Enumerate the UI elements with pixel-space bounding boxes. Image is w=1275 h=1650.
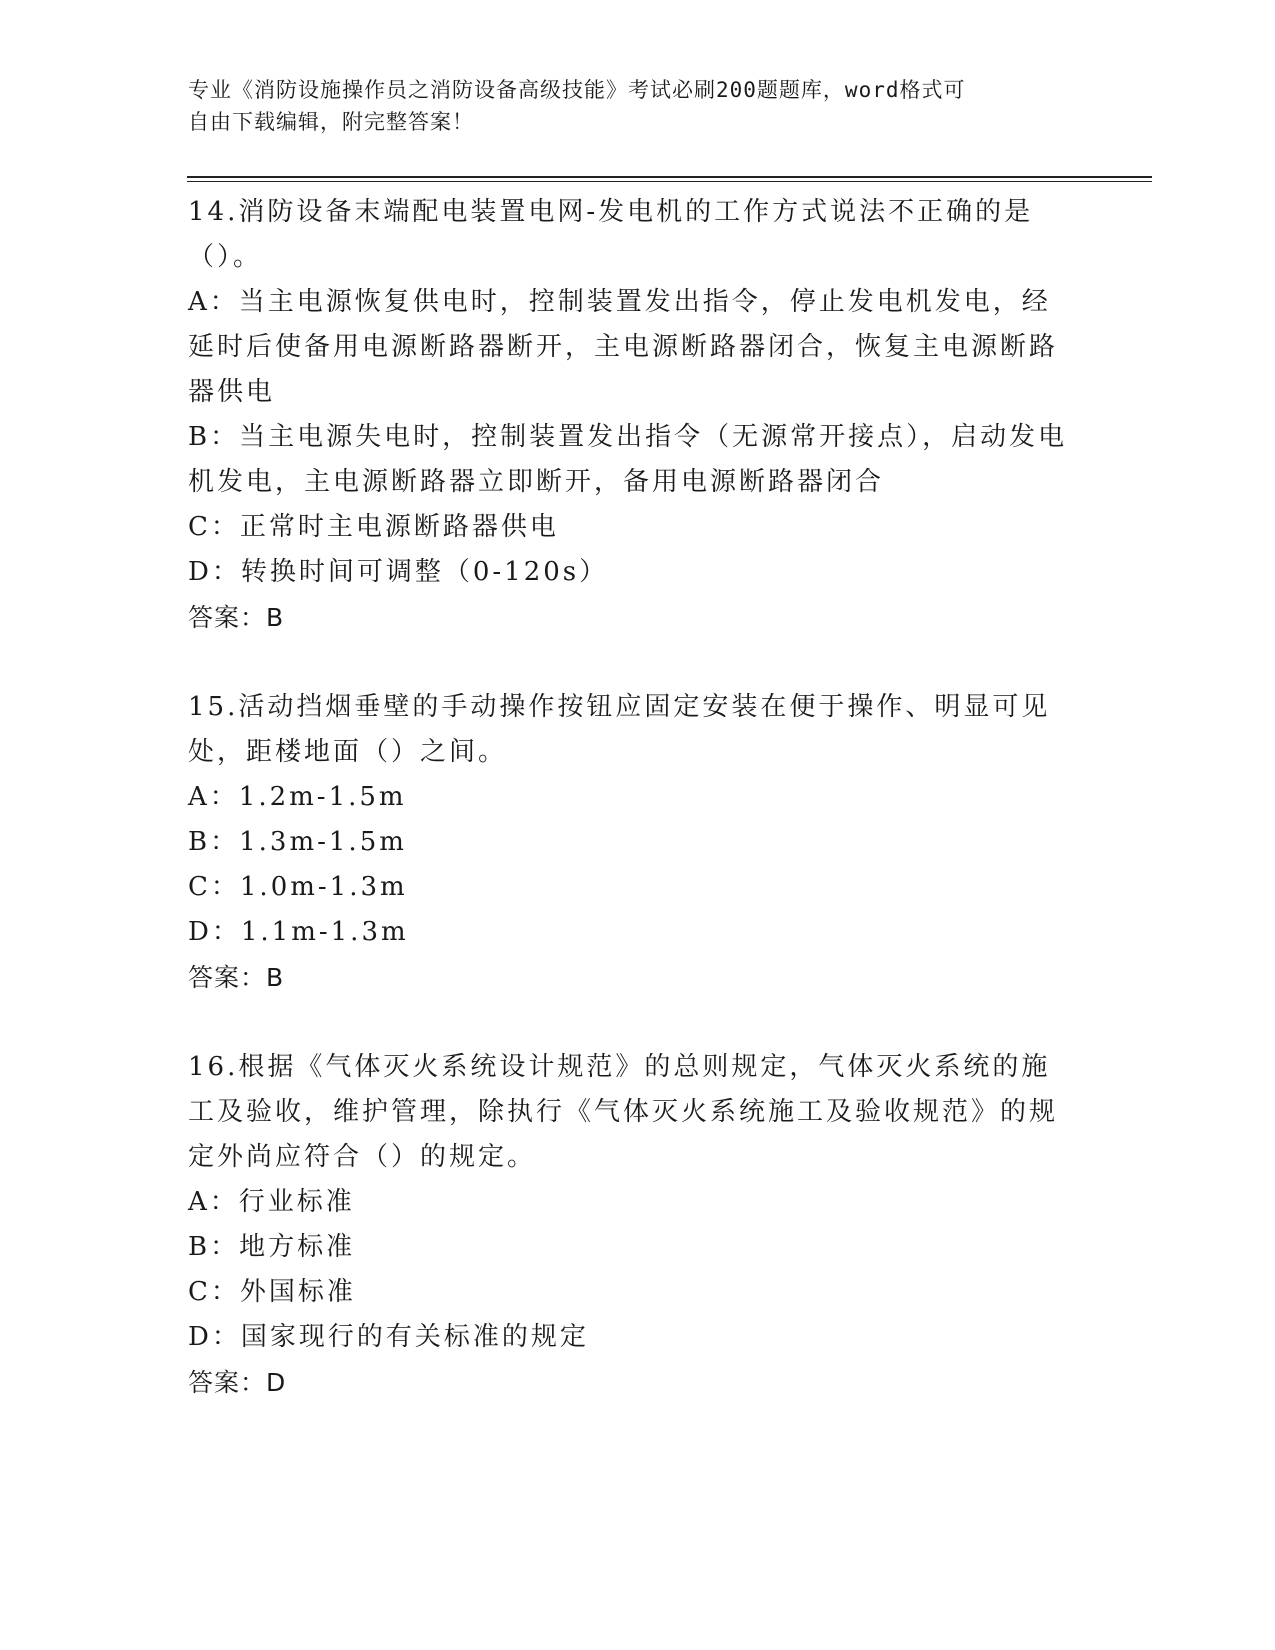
header-divider-thick (187, 176, 1152, 178)
header-line-2: 自由下载编辑，附完整答案！ (188, 110, 474, 134)
question-14 (188, 190, 1078, 640)
option-c: C：外国标准 (188, 1277, 356, 1307)
option-c: C：1.0m-1.3m (188, 872, 408, 902)
question-stem: 15.活动挡烟垂壁的手动操作按钮应固定安装在便于操作、明显可见处，距楼地面（）之间。 (188, 692, 1051, 767)
option-b: B：当主电源失电时，控制装置发出指令（无源常开接点），启动发电机发电，主电源断路器立即断开，备用电源断路器闭合 (188, 422, 1068, 497)
question-list (188, 190, 1078, 1450)
question-stem: 14.消防设备末端配电装置电网-发电机的工作方式说法不正确的是（）。 (188, 197, 1034, 272)
answer-line: 答案：D (188, 1368, 287, 1397)
header-divider-thin (187, 181, 1152, 182)
question-stem: 16.根据《气体灭火系统设计规范》的总则规定，气体灭火系统的施工及验收，维护管理，除执行《气体灭火系统施工及验收规范》的规定外尚应符合（）的规定。 (188, 1052, 1059, 1172)
option-c: C：正常时主电源断路器供电 (188, 512, 559, 542)
option-a: A：行业标准 (188, 1187, 355, 1217)
question-16 (188, 1045, 1078, 1405)
header-line-1: 专业《消防设施操作员之消防设备高级技能》考试必刷200题题库，word格式可 (188, 78, 966, 102)
option-a: A：1.2m-1.5m (188, 782, 407, 812)
option-a: A：当主电源恢复供电时，控制装置发出指令，停止发电机发电，经延时后使备用电源断路器断开，主电源断路器闭合，恢复主电源断路器供电 (188, 287, 1059, 407)
option-d: D：1.1m-1.3m (188, 917, 409, 947)
answer-line: 答案：B (188, 603, 285, 632)
option-b: B：1.3m-1.5m (188, 827, 407, 857)
option-d: D：转换时间可调整（0-120s） (188, 557, 609, 587)
answer-line: 答案：B (188, 963, 285, 992)
question-15 (188, 685, 1078, 1000)
option-b: B：地方标准 (188, 1232, 356, 1262)
option-d: D：国家现行的有关标准的规定 (188, 1322, 589, 1352)
document-header (188, 74, 1088, 138)
